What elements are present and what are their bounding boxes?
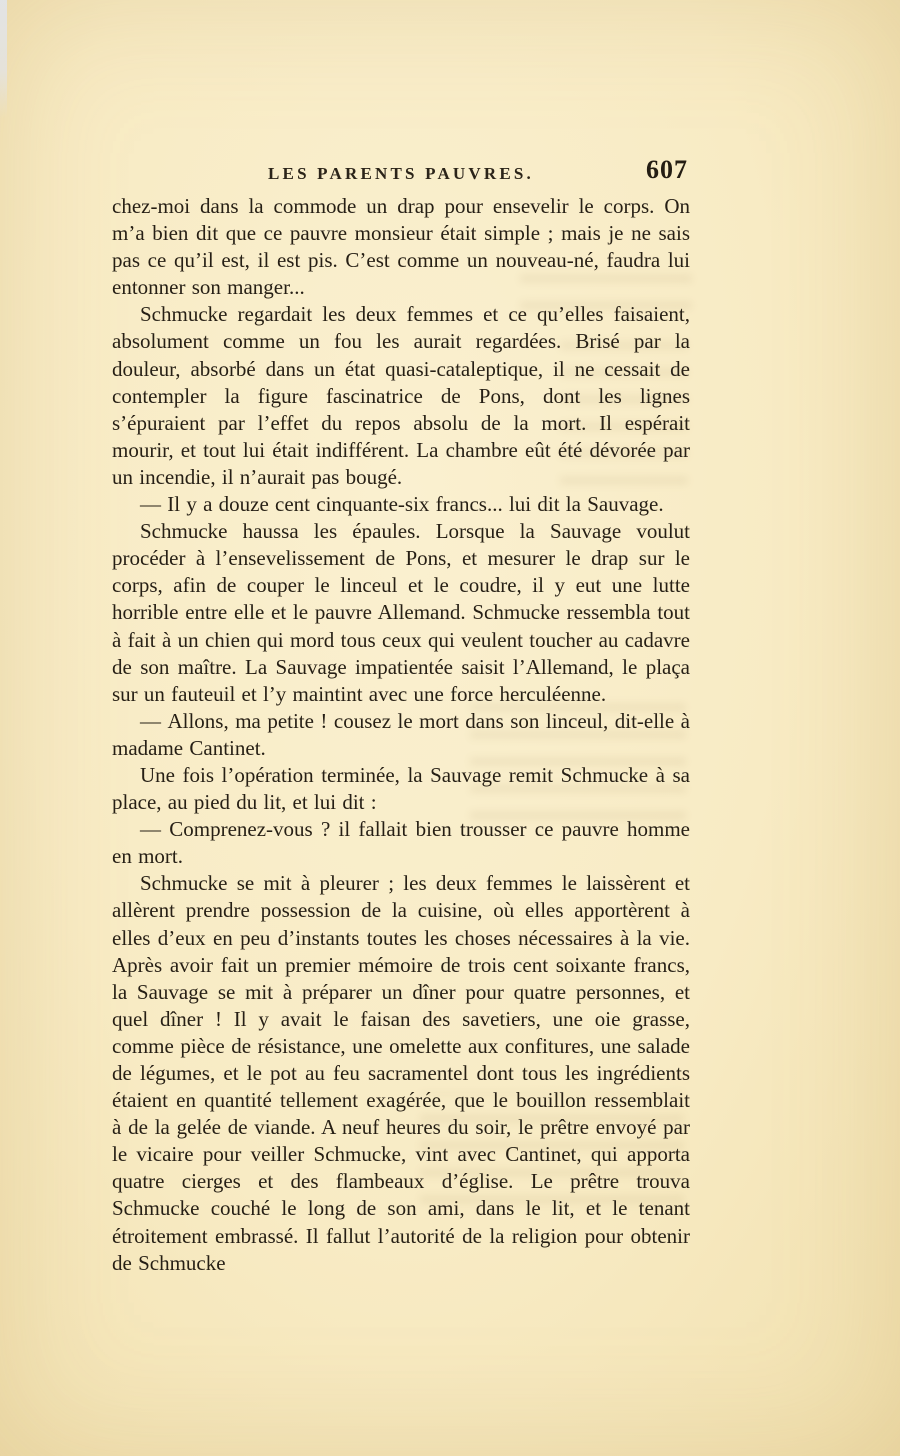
paragraph: Schmucke regardait les deux femmes et ce qu’elles faisaient, absolument comme un fou les aurait regardées. Brisé par la douleur, absorbé dans un état quasi-cataleptique, il ne cessait de contempler la figure fascinatrice de Pons, dont les lignes s’épuraient par l’effet du repos absolu de la mort. Il espérait mourir, et tout lui était indifférent. La chambre eût été dévorée par un incendie, il n’aurait pas bougé. [112,302,690,489]
paragraph: — Comprenez-vous ? il fallait bien trousser ce pauvre homme en mort. [112,817,690,869]
running-title: LES PARENTS PAUVRES. [268,164,534,183]
body-text [112,193,690,1277]
paragraph: Schmucke haussa les épaules. Lorsque la Sauvage voulut procéder à l’ensevelissement de Pons, et mesurer le drap sur le corps, afin de couper le linceul et le coudre, il y eut une lutte horrible entre elle et le pauvre Allemand. Schmucke ressembla tout à fait à un chien qui mord tous ceux qui veulent toucher au cadavre de son maître. La Sauvage impatientée saisit l’Allemand, le plaça sur un fauteuil et l’y maintint avec une force herculéenne. [112,519,690,706]
running-head [112,155,690,191]
paragraph: chez-moi dans la commode un drap pour ensevelir le corps. On m’a bien dit que ce pauvre monsieur était simple ; mais je ne sais pas ce qu’il est, il est pis. C’est comme un nouveau-né, faudra lui entonner son manger... [112,194,690,300]
paragraph: — Allons, ma petite ! cousez le mort dans son linceul, dit-elle à madame Cantinet. [112,708,690,760]
scan-edge [0,0,7,118]
page-number: 607 [646,155,688,184]
paragraph: Schmucke se mit à pleurer ; les deux femmes le laissèrent et allèrent prendre possession de la cuisine, où elles apportèrent à elles d’eux en peu d’instants toutes les choses nécessaires à la vie. Après avoir fait un premier mémoire de trois cent soixante francs, la Sauvage se mit à préparer un dîner pour quatre personnes, et quel dîner ! Il y avait le faisan des savetiers, une oie grasse, comme pièce de résistance, une omelette aux confitures, une salade de légumes, et le pot au feu sacramentel dont tous les ingrédients étaient en quantité tellement exagérée, que le bouillon ressemblait à de la gelée de viande. A neuf heures du soir, le prêtre envoyé par le vicaire pour veiller Schmucke, vint avec Cantinet, qui apporta quatre cierges et des flambeaux d’église. Le prêtre trouva Schmucke couché le long de son ami, dans le lit, et le tenant étroitement embrassé. Il fallut l’autorité de la religion pour obtenir de Schmucke [112,871,690,1275]
paragraph: — Il y a douze cent cinquante-six francs... lui dit la Sauvage. [140,492,664,517]
paragraph: Une fois l’opération terminée, la Sauvage remit Schmucke à sa place, au pied du lit, et lui dit : [112,762,690,815]
